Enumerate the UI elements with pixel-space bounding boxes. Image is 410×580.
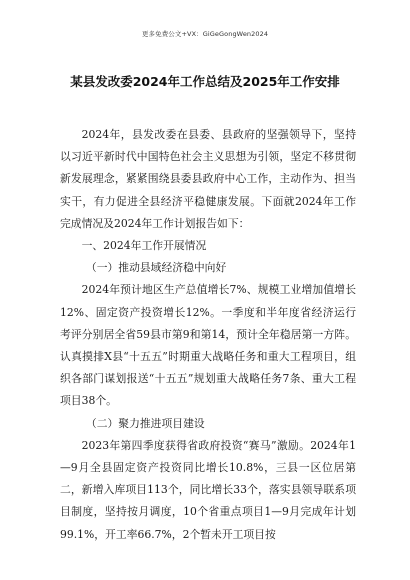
header-note: 更多免费公文+VX：GiGeGongWen2024 [141, 30, 269, 38]
document-body [60, 124, 356, 546]
section-heading: 一、2024年工作开展情况 [81, 239, 207, 253]
intro-paragraph: 2024年，县发改委在县委、县政府的坚强领导下，坚持以习近平新时代中国特色社会主义思想为引领，坚定不移贯彻新发展理念，紧紧围绕县委县政府中心工作，主动作为、担当实干，有力促进全县经济平稳健康发展。下面就2024年工作完成情况及2024年工作计划报告如下： [60, 128, 356, 230]
subsection-heading: （一）推动县域经济稳中向好 [85, 261, 227, 275]
body-paragraph: 2024年预计地区生产总值增长7%、规模工业增加值增长12%、固定资产投资增长12%。一季度和半年度省经济运行考评分别居全省59县市第9和第14，预计全年稳居第一方阵。认真摸排X县“十五五”时期重大战略任务和重大工程项目，组织各部门谋划报送“十五五”规划重大战略任务7条、重大工程项目38个。 [60, 283, 356, 408]
body-paragraph: 2023年第四季度获得省政府投资“赛马”激励。2024年1—9月全县固定资产投资同比增长10.8%，三县一区位居第二，新增入库项目113个，同比增长33个，落实县领导联系项目制度，坚持按月调度，10个省重点项目1—9月完成年计划99.1%，开工率66.7%，2个暂未开工项目按 [60, 438, 356, 541]
document-title: 某县发改委2024年工作总结及2025年工作安排 [70, 74, 340, 89]
subsection-heading: （二）聚力推进项目建设 [85, 416, 205, 430]
